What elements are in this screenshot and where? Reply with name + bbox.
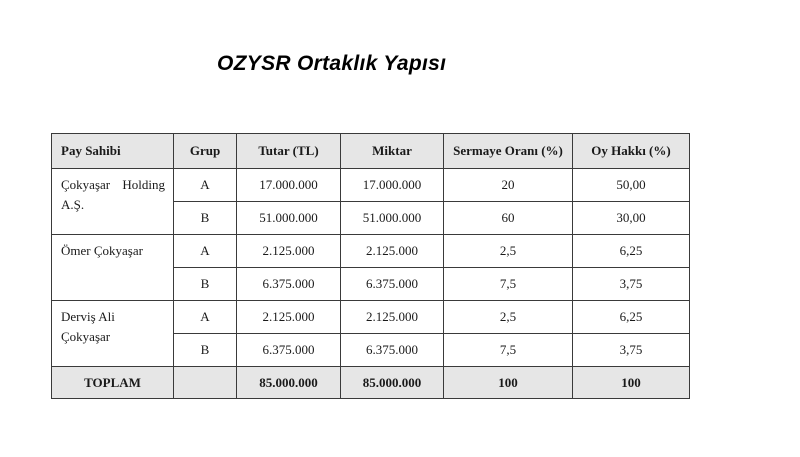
cell-tutar: 6.375.000 xyxy=(237,334,341,367)
shareholder-table xyxy=(51,133,690,399)
total-miktar: 85.000.000 xyxy=(341,367,444,399)
cell-tutar: 6.375.000 xyxy=(237,268,341,301)
total-tutar: 85.000.000 xyxy=(237,367,341,399)
cell-sermaye: 7,5 xyxy=(444,334,573,367)
total-oy: 100 xyxy=(573,367,690,399)
cell-tutar: 17.000.000 xyxy=(237,169,341,202)
cell-grup: A xyxy=(174,301,237,334)
cell-oy: 3,75 xyxy=(573,268,690,301)
table-header-row xyxy=(52,134,690,169)
total-sermaye: 100 xyxy=(444,367,573,399)
cell-sermaye: 2,5 xyxy=(444,235,573,268)
page-title: OZYSR Ortaklık Yapısı xyxy=(217,52,447,75)
cell-sermaye: 60 xyxy=(444,202,573,235)
table-row xyxy=(52,235,690,268)
owner-name: Ömer Çokyaşar xyxy=(52,235,174,301)
cell-grup: A xyxy=(174,235,237,268)
cell-grup: B xyxy=(174,334,237,367)
cell-grup: A xyxy=(174,169,237,202)
owner-name: Derviş Ali Çokyaşar xyxy=(52,301,174,367)
cell-miktar: 6.375.000 xyxy=(341,268,444,301)
cell-oy: 6,25 xyxy=(573,235,690,268)
cell-grup: B xyxy=(174,268,237,301)
header-pay-sahibi: Pay Sahibi xyxy=(52,134,174,169)
cell-sermaye: 2,5 xyxy=(444,301,573,334)
cell-sermaye: 20 xyxy=(444,169,573,202)
header-miktar: Miktar xyxy=(341,134,444,169)
cell-miktar: 6.375.000 xyxy=(341,334,444,367)
total-grup xyxy=(174,367,237,399)
cell-oy: 30,00 xyxy=(573,202,690,235)
cell-oy: 6,25 xyxy=(573,301,690,334)
cell-oy: 3,75 xyxy=(573,334,690,367)
cell-miktar: 51.000.000 xyxy=(341,202,444,235)
cell-tutar: 51.000.000 xyxy=(237,202,341,235)
cell-grup: B xyxy=(174,202,237,235)
cell-miktar: 2.125.000 xyxy=(341,301,444,334)
cell-tutar: 2.125.000 xyxy=(237,235,341,268)
cell-miktar: 17.000.000 xyxy=(341,169,444,202)
total-row xyxy=(52,367,690,399)
cell-tutar: 2.125.000 xyxy=(237,301,341,334)
cell-miktar: 2.125.000 xyxy=(341,235,444,268)
header-grup: Grup xyxy=(174,134,237,169)
header-oy-hakki: Oy Hakkı (%) xyxy=(573,134,690,169)
owner-name: Çokyaşar Holding A.Ş. xyxy=(52,169,174,235)
table-row xyxy=(52,169,690,202)
total-label: TOPLAM xyxy=(52,367,174,399)
header-sermaye-orani: Sermaye Oranı (%) xyxy=(444,134,573,169)
cell-sermaye: 7,5 xyxy=(444,268,573,301)
header-tutar: Tutar (TL) xyxy=(237,134,341,169)
table-row xyxy=(52,301,690,334)
cell-oy: 50,00 xyxy=(573,169,690,202)
